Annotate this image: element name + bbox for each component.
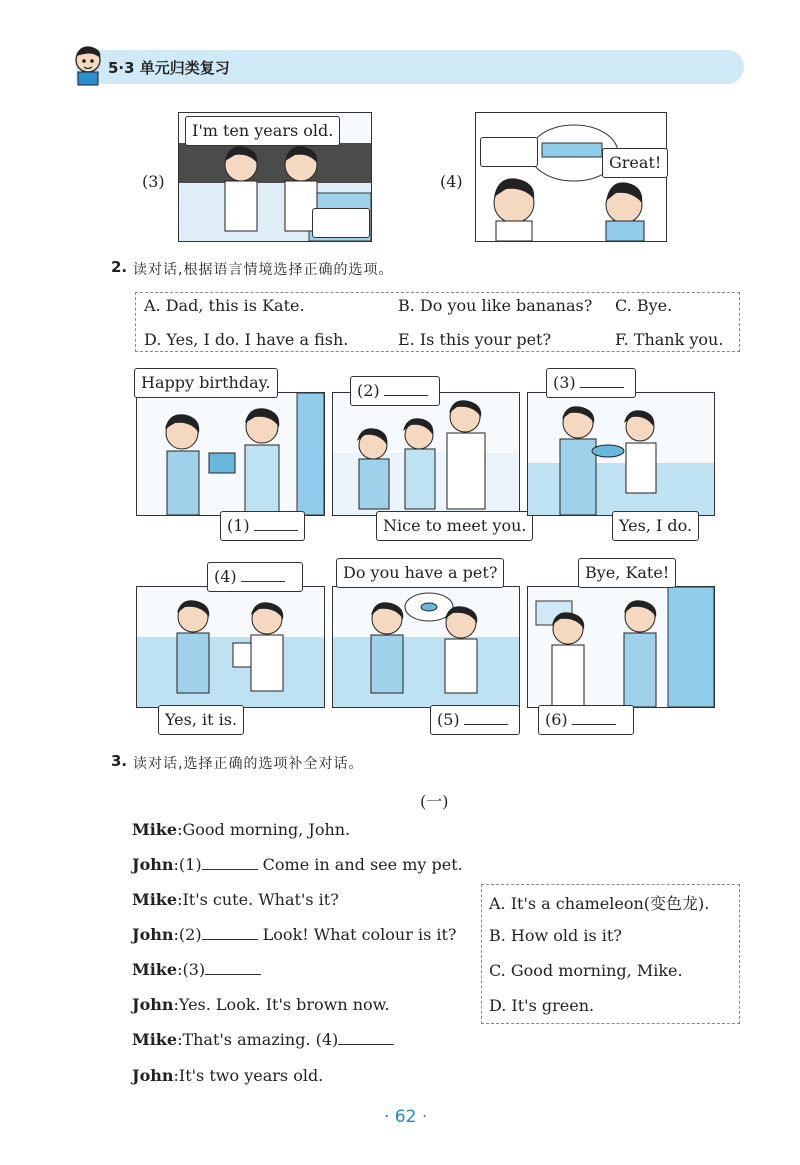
q2-bubble-3-top	[546, 368, 636, 398]
question-2-instruction: 读对话,根据语言情境选择正确的选项。	[133, 262, 394, 278]
q2-picture-1	[136, 392, 325, 516]
q2-option-b: B. Do you like bananas?	[398, 296, 593, 315]
empty-bubble-4	[480, 137, 538, 167]
speaker: Mike	[132, 890, 178, 909]
q2-blank-3	[580, 375, 624, 388]
speaker: John	[132, 1066, 174, 1085]
q2-bubble-5-bottom	[430, 705, 520, 735]
q2-picture-4-illustration	[137, 587, 324, 707]
q3-option-a: A. It's a chameleon(变色龙).	[489, 894, 710, 913]
q2-picture-3	[527, 392, 715, 516]
speaker: John	[132, 855, 174, 874]
speaker: John	[132, 925, 174, 944]
q2-picture-1-illustration	[137, 393, 324, 515]
dialogue-line-8: John:It's two years old.	[132, 1066, 324, 1085]
picture-label-4: (4)	[440, 172, 463, 191]
answer-blank-4	[338, 1032, 394, 1045]
q2-picture-6-illustration	[528, 587, 714, 707]
q2-bubble-5-bottom-label: (5)	[437, 710, 460, 729]
blank-number: (3)	[182, 960, 206, 979]
header-title: 5·3 单元归类复习	[108, 59, 230, 77]
q2-blank-4	[241, 569, 285, 582]
q2-bubble-4-top	[207, 562, 303, 592]
q2-bubble-6-bottom	[538, 705, 634, 735]
speaker: Mike	[132, 1030, 178, 1049]
q2-picture-5	[332, 586, 520, 708]
q2-picture-5-illustration	[333, 587, 519, 707]
q2-blank-2	[384, 383, 428, 396]
q2-picture-6	[527, 586, 715, 708]
q3-option-b: B. How old is it?	[489, 926, 622, 945]
q2-bubble-4-bottom: Yes, it is.	[158, 705, 244, 735]
question-3-instruction: 读对话,选择正确的选项补全对话。	[133, 756, 364, 772]
dialogue-line-5: Mike:(3)	[132, 960, 261, 979]
q2-bubble-4-top-label: (4)	[214, 567, 237, 586]
q2-option-f: F. Thank you.	[615, 330, 724, 349]
section-heading: (一)	[420, 792, 449, 811]
q3-option-c: C. Good morning, Mike.	[489, 961, 683, 980]
q2-bubble-6-top: Bye, Kate!	[578, 558, 676, 588]
q2-picture-4	[136, 586, 325, 708]
q2-bubble-5-top: Do you have a pet?	[336, 558, 504, 588]
q2-picture-2	[332, 392, 520, 516]
line-text: Come in and see my pet.	[262, 855, 463, 874]
dialogue-line-1: Mike:Good morning, John.	[132, 820, 351, 839]
q2-picture-3-illustration	[528, 393, 714, 515]
q2-option-a: A. Dad, this is Kate.	[144, 296, 305, 315]
q2-bubble-2-top	[350, 376, 440, 406]
blank-number: (1)	[178, 855, 202, 874]
q3-option-d: D. It's green.	[489, 996, 595, 1015]
line-text: Yes. Look. It's brown now.	[178, 995, 390, 1014]
q2-bubble-6-bottom-label: (6)	[545, 710, 568, 729]
dialogue-line-3: Mike:It's cute. What's it?	[132, 890, 339, 909]
speech-bubble-3: I'm ten years old.	[185, 116, 340, 146]
speech-bubble-4: Great!	[602, 148, 668, 178]
blank-number: (2)	[178, 925, 202, 944]
speaker: John	[132, 995, 174, 1014]
dialogue-line-7: Mike:That's amazing. (4)	[132, 1030, 394, 1049]
dialogue-line-4: John:(2) Look! What colour is it?	[132, 925, 457, 944]
line-text: It's two years old.	[178, 1066, 324, 1085]
q2-option-d: D. Yes, I do. I have a fish.	[144, 330, 349, 349]
q2-bubble-3-top-label: (3)	[553, 373, 576, 392]
answer-blank-1	[202, 857, 258, 870]
page-number: · 62 ·	[384, 1107, 428, 1127]
dialogue-line-6: John:Yes. Look. It's brown now.	[132, 995, 390, 1014]
picture-label-3: (3)	[142, 172, 165, 191]
question-3-number: 3.	[111, 752, 128, 770]
speaker: Mike	[132, 820, 178, 839]
q2-picture-2-illustration	[333, 393, 519, 515]
q2-bubble-1-bottom-label: (1)	[227, 516, 250, 535]
empty-bubble-3	[312, 208, 370, 238]
dialogue-line-2: John:(1) Come in and see my pet.	[132, 855, 463, 874]
line-text: Look! What colour is it?	[262, 925, 457, 944]
speaker: Mike	[132, 960, 178, 979]
q2-bubble-2-bottom: Nice to meet you.	[376, 511, 533, 541]
line-text: Good morning, John.	[182, 820, 351, 839]
answer-blank-2	[202, 927, 258, 940]
q2-option-e: E. Is this your pet?	[398, 330, 552, 349]
q2-bubble-2-top-label: (2)	[357, 381, 380, 400]
q2-blank-1	[254, 518, 298, 531]
answer-blank-3	[205, 962, 261, 975]
line-text: It's cute. What's it?	[182, 890, 339, 909]
q2-bubble-1-top: Happy birthday.	[134, 368, 278, 398]
q2-option-c: C. Bye.	[615, 296, 673, 315]
question-2-number: 2.	[111, 258, 128, 276]
line-text: That's amazing. (4)	[182, 1030, 339, 1049]
q2-blank-6	[572, 712, 616, 725]
mascot-icon	[70, 44, 106, 86]
q2-bubble-3-bottom: Yes, I do.	[612, 511, 699, 541]
q2-bubble-1-bottom	[220, 511, 305, 541]
q2-blank-5	[464, 712, 508, 725]
